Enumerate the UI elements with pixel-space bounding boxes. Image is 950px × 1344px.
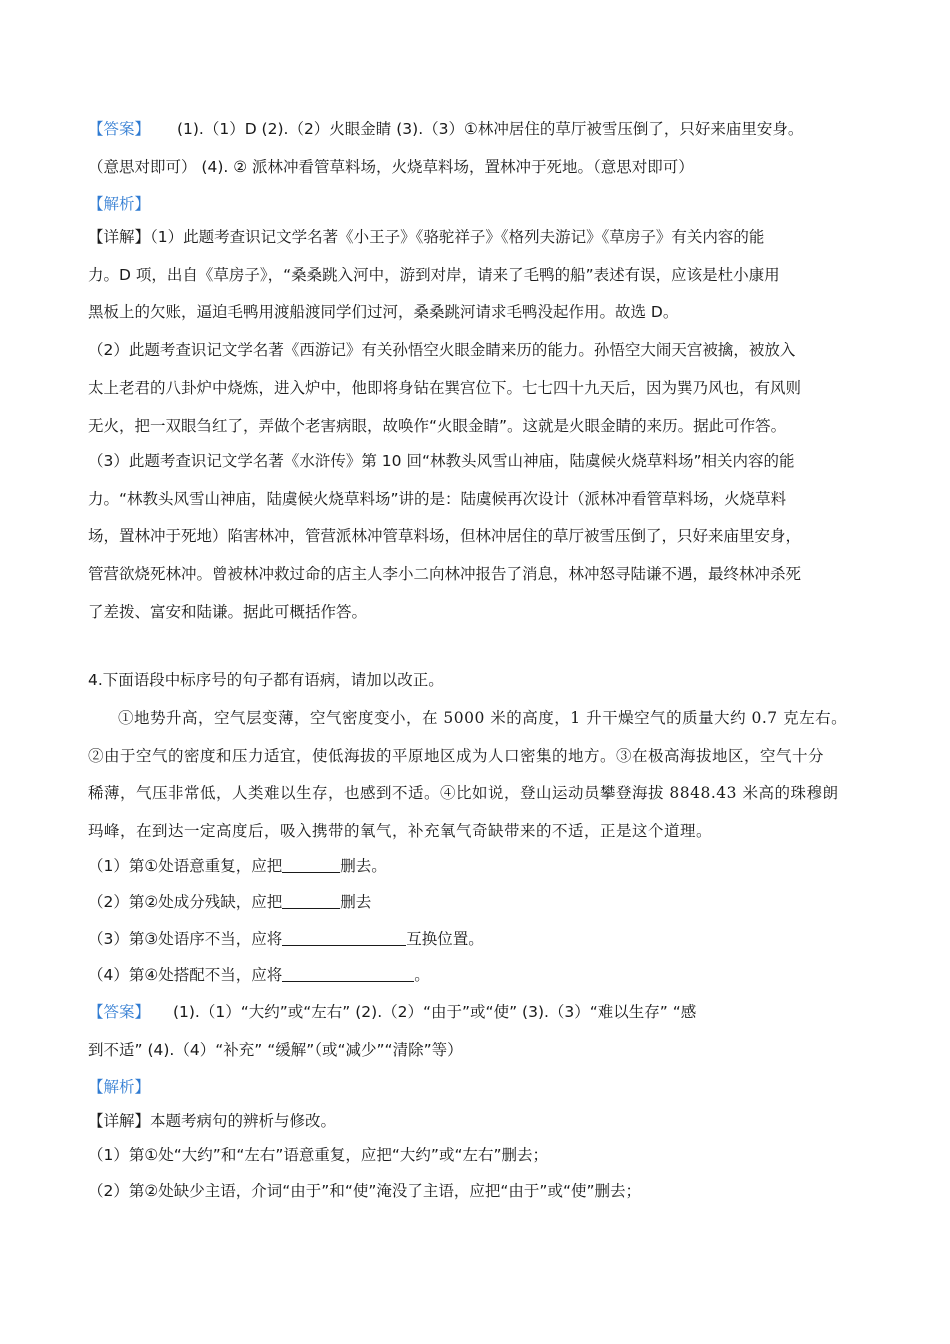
answer-line-2: （意思对即可） (4). ② 派林冲看管草料场，火烧草料场，置林冲于死地。（意思对即可） bbox=[88, 158, 694, 176]
analysis-line: 【详解】本题考病句的辨析与修改。 bbox=[88, 1112, 337, 1130]
item-suffix: 。 bbox=[414, 966, 430, 984]
analysis-line: 了差拨、富安和陆谦。据此可概括作答。 bbox=[88, 603, 368, 621]
answer-line-2: 到不适” (4).（4）“补充” “缓解”（或“减少”“清除”等） bbox=[88, 1041, 463, 1059]
analysis-line: 太上老君的八卦炉中烧炼，进入炉中，他即将身钻在巽宫位下。七七四十九天后，因为巽乃风也，有风则 bbox=[88, 379, 802, 397]
answer-line-1 bbox=[88, 1000, 696, 1022]
analysis-tag: 【解析】 bbox=[88, 195, 151, 213]
analysis-line: 黑板上的欠账，逼迫毛鸭用渡船渡同学们过河，桑桑跳河请求毛鸭没起作用。故选 D。 bbox=[88, 303, 679, 321]
analysis-line: （2）此题考查识记文学名著《西游记》有关孙悟空火眼金睛来历的能力。孙悟空大闹天宫被擒，被放入 bbox=[88, 341, 796, 359]
item-prefix: （4）第④处搭配不当，应将 bbox=[88, 966, 283, 984]
answer-text: (1).（1）D (2).（2）火眼金睛 (3).（3）①林冲居住的草厅被雪压倒了，只好来庙里安身。 bbox=[176, 120, 804, 138]
answer-blank[interactable] bbox=[282, 931, 406, 946]
passage-line: 稀薄，气压非常低，人类难以生存，也感到不适。④比如说，登山运动员攀登海拔 8848.43 米高的珠穆朗 bbox=[88, 784, 839, 802]
answer-tag: 【答案】 bbox=[88, 1003, 151, 1021]
analysis-line: 【详解】（1）此题考查识记文学名著《小王子》《骆驼祥子》《格列夫游记》《草房子》有关内容的能 bbox=[88, 228, 765, 246]
answer-blank[interactable] bbox=[282, 894, 340, 909]
passage-line: ①地势升高，空气层变薄，空气密度变小，在 5000 米的高度，1 升干燥空气的质量大约 0.7 克左右。 bbox=[118, 709, 848, 727]
analysis-line: （1）第①处“大约”和“左右”语意重复，应把“大约”或“左右”删去； bbox=[88, 1146, 548, 1164]
answer-tag: 【答案】 bbox=[88, 120, 151, 138]
answer-blank[interactable] bbox=[282, 967, 414, 982]
question-item bbox=[88, 890, 371, 912]
answer-text: (1).（1）“大约”或“左右” (2).（2）“由于”或“使” (3).（3）“难以生存” “感 bbox=[172, 1003, 697, 1021]
analysis-line: （3）此题考查识记文学名著《水浒传》第 10 回“林教头风雪山神庙，陆虞候火烧草料场”相关内容的能 bbox=[88, 452, 795, 470]
analysis-line: 无火，把一双眼刍红了，弄做个老害病眼，故唤作“火眼金睛”。这就是火眼金睛的来历。据此可作答。 bbox=[88, 417, 787, 435]
answer-blank[interactable] bbox=[282, 858, 340, 873]
question-item bbox=[88, 854, 387, 876]
item-prefix: （2）第②处成分残缺，应把 bbox=[88, 893, 283, 911]
question-item bbox=[88, 963, 430, 985]
item-suffix: 删去 bbox=[340, 893, 372, 911]
analysis-line: 力。D 项，出自《草房子》，“桑桑跳入河中，游到对岸，请来了毛鸭的船”表述有误，应该是杜小康用 bbox=[88, 266, 780, 284]
answer-line-1 bbox=[88, 117, 803, 139]
question-item bbox=[88, 927, 484, 949]
analysis-line: （2）第②处缺少主语，介词“由于”和“使”淹没了主语，应把“由于”或“使”删去； bbox=[88, 1182, 641, 1200]
analysis-line: 场，置林冲于死地）陷害林冲，管营派林冲管草料场，但林冲居住的草厅被雪压倒了，只好来庙里安身， bbox=[88, 527, 802, 545]
question-title: 4.下面语段中标序号的句子都有语病，请加以改正。 bbox=[88, 671, 444, 689]
analysis-tag: 【解析】 bbox=[88, 1078, 151, 1096]
item-prefix: （1）第①处语意重复，应把 bbox=[88, 857, 283, 875]
passage-line: ②由于空气的密度和压力适宜，使低海拔的平原地区成为人口密集的地方。③在极高海拔地区，空气十分 bbox=[88, 747, 825, 765]
analysis-line: 力。“林教头风雪山神庙，陆虞候火烧草料场”讲的是：陆虞候再次设计（派林冲看管草料场，火烧草料 bbox=[88, 490, 787, 508]
item-suffix: 删去。 bbox=[340, 857, 387, 875]
analysis-line: 管营欲烧死林冲。曾被林冲救过命的店主人李小二向林冲报告了消息，林冲怒寻陆谦不遇，最终林冲杀死 bbox=[88, 565, 802, 583]
item-prefix: （3）第③处语序不当，应将 bbox=[88, 930, 283, 948]
item-suffix: 互换位置。 bbox=[406, 930, 484, 948]
passage-line: 玛峰，在到达一定高度后，吸入携带的氧气，补充氧气奇缺带来的不适，正是这个道理。 bbox=[88, 822, 713, 840]
